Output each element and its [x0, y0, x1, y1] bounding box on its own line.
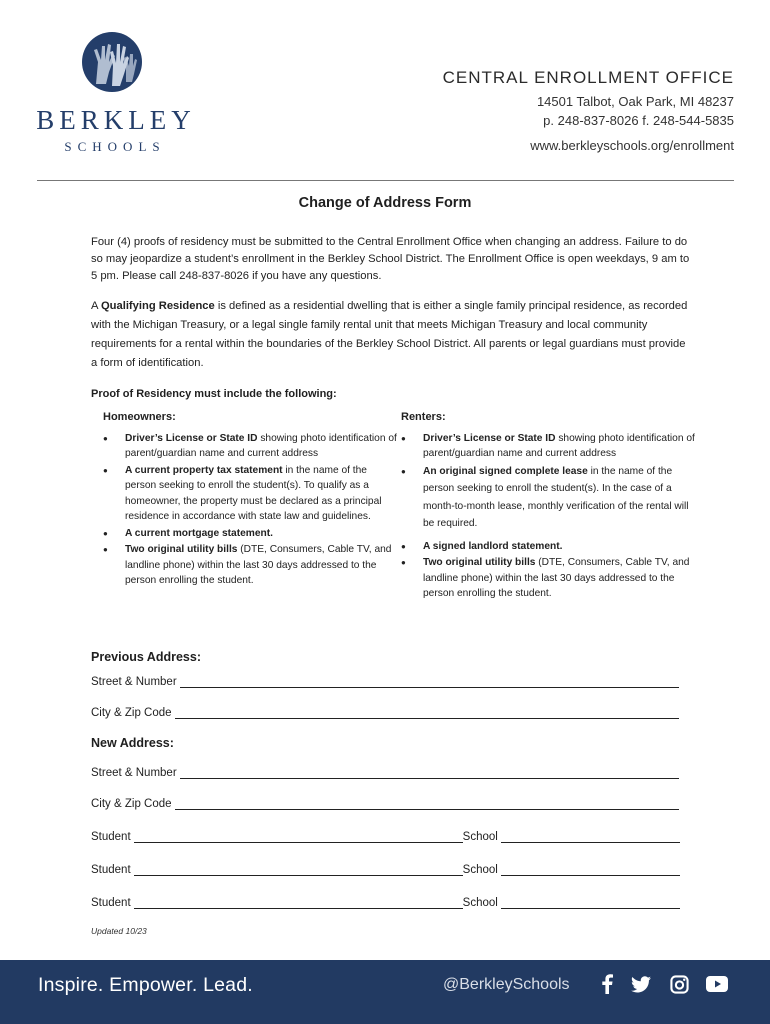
- student-label: Student: [91, 864, 131, 876]
- youtube-icon[interactable]: [706, 973, 728, 995]
- school-input[interactable]: [501, 830, 680, 843]
- school-input[interactable]: [501, 896, 680, 909]
- previous-address-heading: Previous Address:: [91, 650, 201, 664]
- school-label: School: [462, 897, 498, 909]
- list-item: ● Two original utility bills (DTE, Consumers, Cable TV, and landline phone) within the last 30 days addressed to the person enrolling the student.: [401, 555, 696, 602]
- list-item: ● A current mortgage statement.: [103, 526, 398, 542]
- social-handle[interactable]: @BerkleySchools: [443, 976, 570, 993]
- city-label: City & Zip Code: [91, 798, 172, 810]
- berkley-logo: [36, 28, 196, 158]
- previous-city-input[interactable]: [175, 706, 679, 719]
- student-row[interactable]: [91, 860, 680, 876]
- list-item: ● Two original utility bills (DTE, Consumers, Cable TV, and landline phone) within the last 30 days addressed to the person enrolling the student.: [103, 542, 398, 589]
- office-title: CENTRAL ENROLLMENT OFFICE: [442, 68, 734, 87]
- facebook-icon[interactable]: [596, 973, 618, 995]
- new-address-heading: New Address:: [91, 736, 174, 750]
- new-street-field[interactable]: [91, 763, 679, 779]
- street-label: Street & Number: [91, 767, 177, 779]
- office-phone: p. 248-837-8026 f. 248-544-5835: [543, 113, 734, 128]
- student-label: Student: [91, 831, 131, 843]
- logo-wordmark: BERKLEY: [36, 105, 196, 135]
- student-input[interactable]: [134, 896, 463, 909]
- school-label: School: [462, 864, 498, 876]
- qualifying-term: Qualifying Residence: [100, 300, 215, 312]
- student-row[interactable]: [91, 893, 680, 909]
- renters-list: [401, 410, 696, 603]
- twitter-icon[interactable]: [630, 973, 652, 995]
- office-address: 14501 Talbot, Oak Park, MI 48237: [536, 94, 734, 109]
- student-row[interactable]: [91, 827, 680, 843]
- previous-city-field[interactable]: [91, 703, 679, 719]
- logo-subtitle: SCHOOLS: [64, 139, 166, 154]
- previous-street-field[interactable]: [91, 672, 679, 688]
- qualifying-paragraph: A Qualifying Residence is defined as a residential dwelling that is either a single family principal residence, as recorded with the Michigan Treasury, or a legal single family rental unit that meets Michigan Treasury and local community requirements for a rental within the boundaries of the Berkley School District. All parents or legal guardians must provide a form of identification.: [91, 300, 688, 369]
- office-website[interactable]: www.berkleyschools.org/enrollment: [530, 138, 734, 153]
- homeowners-heading: Homeowners:: [103, 411, 176, 423]
- list-item: ● A current property tax statement in the name of the person seeking to enroll the student(s). To qualify as a homeowner, the property must be declared as a principal residence in accordance with state law and guidelines.: [103, 463, 398, 525]
- office-contact: [443, 68, 734, 153]
- new-street-input[interactable]: [180, 766, 679, 779]
- new-city-input[interactable]: [175, 797, 679, 810]
- raised-hands-icon: [82, 32, 142, 92]
- updated-date: Updated 10/23: [91, 926, 147, 936]
- list-item: ● An original signed complete lease in the name of the person seeking to enroll the student(s). In the case of a month-to-month lease, monthly verification of the rental will be required.: [401, 463, 696, 533]
- form-title: Change of Address Form: [298, 195, 472, 211]
- school-label: School: [462, 831, 498, 843]
- student-input[interactable]: [134, 863, 463, 876]
- instagram-icon[interactable]: [668, 973, 690, 995]
- proof-heading: Proof of Residency must include the following:: [91, 388, 337, 400]
- renters-heading: Renters:: [401, 411, 446, 423]
- list-item: ● Driver’s License or State ID showing photo identification of parent/guardian name and current address: [401, 431, 696, 462]
- street-label: Street & Number: [91, 676, 177, 688]
- intro-paragraph: Four (4) proofs of residency must be submitted to the Central Enrollment Office when changing an address. Failure to do so may jeopardize a student’s enrollment in the Berkley School District. The Enrollment Office is open weekdays, 9 am to 5 pm. Please call 248-837-8026 if you have any questions.: [91, 236, 690, 282]
- student-input[interactable]: [134, 830, 463, 843]
- city-label: City & Zip Code: [91, 707, 172, 719]
- list-item: ● Driver’s License or State ID showing photo identification of parent/guardian name and current address: [103, 431, 398, 462]
- previous-street-input[interactable]: [180, 675, 679, 688]
- student-label: Student: [91, 897, 131, 909]
- list-item: ● A signed landlord statement.: [401, 539, 696, 555]
- homeowners-list: [103, 410, 398, 590]
- footer-bar: [0, 960, 770, 1024]
- footer-tagline: Inspire. Empower. Lead.: [38, 974, 253, 996]
- school-input[interactable]: [501, 863, 680, 876]
- header-divider: [37, 180, 734, 181]
- new-city-field[interactable]: [91, 794, 679, 810]
